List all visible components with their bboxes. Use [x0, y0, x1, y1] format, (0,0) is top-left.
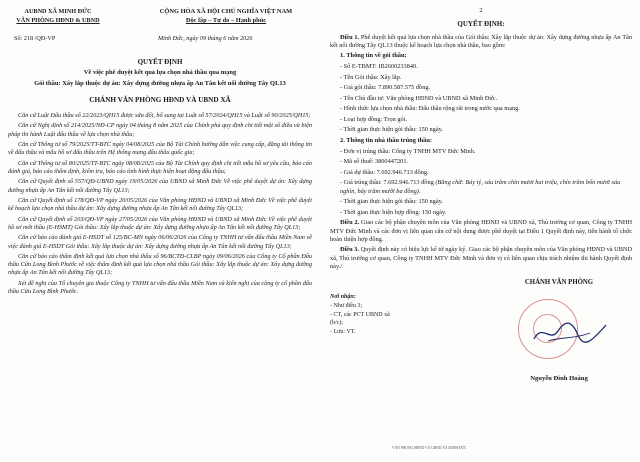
- decision-subject-line-1: Về việc phê duyệt kết quả lựa chọn nhà thầu qua mạng: [83, 69, 237, 77]
- recipients-list: [330, 293, 390, 336]
- article-2: [330, 219, 632, 244]
- recipient-item: - CT, các PCT UBND xã: [330, 311, 390, 318]
- signer-title: CHÁNH VĂN PHÒNG: [524, 279, 594, 287]
- issuing-authority: CHÁNH VĂN PHÒNG HĐND VÀ UBND XÃ: [89, 96, 231, 105]
- article-1-text: Phê duyệt kết quả lựa chọn nhà thầu của Gói thầu: Xây lắp thuộc dự án: Xây dựng đường nhựa ấp An Tân kết nối đường Tây QL13 thuộc kế hoạch lựa chọn nhà thầu, bao gồm:: [330, 33, 632, 49]
- legal-basis-item: Căn cứ Luật Đấu thầu số 22/2023/QH15 được sửa đổi, bổ sung tại Luật số 57/2024/QH15 và Luật số 90/2025/QH15;: [18, 111, 311, 119]
- package-info-item: - Thời gian thực hiện gói thầu: 150 ngày.: [340, 126, 443, 134]
- document-header: [8, 0, 312, 54]
- recipients-title: Nơi nhận:: [330, 294, 356, 301]
- legal-basis-item: Xét đề nghị của Tổ chuyên gia thuộc Công ty TNHH tư vấn đấu thầu Miền Nam và kiến nghị của công ty cổ phần đấu thầu Cửu Long Bình Phước.: [8, 279, 312, 296]
- place-and-date: Minh Đức, ngày 09 tháng 6 năm 2026: [158, 35, 253, 42]
- article-1: [330, 34, 632, 51]
- section-1-title: 1. Thông tin về gói thầu:: [340, 52, 407, 60]
- document-number: Số: 218 /QĐ-VP: [14, 35, 56, 42]
- legal-basis-item: Căn cứ Quyết định số 203/QĐ-VP ngày 27/05/2026 của Văn phòng HĐND và UBND xã Minh Đức Về việc phê duyệt hồ sơ mời thầu (E-HSMT) Gói thầu: Xây lắp thuộc dự án: Xây dựng đường nhựa ấp An Tân kết nối đường Tây QL13;: [8, 215, 312, 231]
- section-2-title: 2. Thông tin nhà thầu trúng thầu:: [340, 137, 433, 145]
- nation-name: CỘNG HÒA XÃ HỘI CHỦ NGHĨA VIỆT NAM: [159, 8, 293, 15]
- legal-basis-item: Căn cứ báo cáo đánh giá E-HSDT số 125/BC-MN ngày 06/06/2026 của Công ty TNHH tư vấn đấu thầu Miền Nam về việc đánh giá E-HSDT Gói thầu: Xây lắp thuộc dự án: Xây dựng đường nhựa ấp An Tân kết nối đường Tây QL13;: [8, 234, 312, 250]
- legal-basis-item: Căn cứ báo cáo thẩm định kết quả lựa chọn nhà thầu số 96/BCTĐ-CLBP ngày 09/06/2026 của Công ty Cổ phần Đấu thầu Cửu Long Bình Phước về việc thẩm định kết quả lựa chọn nhà thầu Gói thầu: Xây lắp thuộc dự án: Xây dựng đường nhựa ấp An Tân kết nối đường Tây QL13;: [8, 253, 312, 277]
- legal-basis-item: Căn cứ Thông tư số 80/2025/TT-BTC ngày 08/08/2025 của Bộ Tài Chính quy định chi tiết mẫu hồ sơ yêu cầu, báo cáo đánh giá, báo cáo thẩm định, kiểm tra, báo cáo tình hình thực hiện hoạt động đấu thầu;: [8, 159, 312, 175]
- package-info-item: - Hình thức lựa chọn nhà thầu: Đấu thầu rộng rãi trong nước qua mạng.: [340, 105, 520, 113]
- national-heading: [138, 8, 314, 26]
- winning-price-label: - Giá trúng thầu: 7.692.946.713 đồng: [340, 179, 434, 187]
- contractor-info-item: - Giá dự thầu: 7.692.946.713 đồng.: [340, 168, 429, 176]
- article-3-label: Điều 3.: [340, 246, 359, 254]
- winning-price-in-words: (Bằng chữ: Bảy tỷ, sáu trăm chín mươi hai triệu, chín trăm bốn mươi sáu nghìn, bảy trăm mười ba đồng).: [340, 179, 621, 195]
- contractor-info-item: - Đơn vị trúng thầu: Công ty TNHH MTV Đức Minh.: [340, 147, 476, 155]
- agency-line-1: AUBND XÃ MINH ĐỨC: [24, 8, 92, 15]
- page-two: [330, 0, 632, 409]
- legal-basis-item: Căn cứ Thông tư số 79/2025/TT-BTC ngày 04/08/2025 của Bộ Tài Chính hướng dẫn việc cung cấp, đăng tải thông tin về đấu thầu và mẫu hồ sơ đấu thầu trên Hệ thống mạng đấu thầu quốc gia;: [8, 141, 312, 157]
- legal-basis-list: [8, 112, 312, 296]
- page-one: [8, 0, 312, 299]
- package-info-item: - Tên Gói thầu: Xây lắp.: [340, 73, 402, 81]
- legal-basis-item: Căn cứ Nghị định số 214/2025/NĐ-CP ngày 04 tháng 8 năm 2025 của Chính phủ quy định chi tiết một số điều và biện pháp thi hành Luật đấu thầu về lựa chọn nhà thầu;: [8, 122, 312, 138]
- contractor-info-item: - Mã số thuế: 3800447201.: [340, 158, 409, 166]
- contractor-info-item: - Thời gian thực hiện gói thầu: 150 ngày.: [340, 198, 443, 206]
- recipient-item: - Lưu: VT.: [330, 329, 356, 336]
- package-info-item: - Loại hợp đồng: Trọn gói.: [340, 115, 408, 123]
- issuing-agency: [10, 8, 106, 25]
- signer-name: Nguyễn Đình Hoàng: [530, 375, 588, 383]
- article-2-label: Điều 2.: [340, 219, 360, 227]
- footer-stamp-text: VĂN PHÒNG HĐND VÀ UBND XÃ MINH ĐỨC: [392, 446, 467, 450]
- national-motto: Độc lập – Tự do – Hạnh phúc: [185, 16, 267, 24]
- handwritten-signature-icon: [530, 317, 610, 347]
- page-number: 2: [479, 7, 483, 14]
- package-info-item: - Số E-TBMT: IB2600233840.: [340, 62, 418, 70]
- signature-block: [330, 279, 632, 409]
- recipient-item: - Như điều 3;: [330, 303, 363, 310]
- article-1-label: Điều 1.: [340, 33, 360, 41]
- decision-title: QUYẾT ĐỊNH: [137, 58, 183, 66]
- package-info-item: - Tên Chủ đầu tư: Văn phòng HĐND và UBND xã Minh Đức.: [340, 94, 498, 102]
- article-2-text: Giao các bộ phận chuyên môn của Văn phòng HĐND và UBND xã, Thủ trưởng cơ quan, Công ty TNHH MTV Đức Minh và các đơn vị liên quan căn cứ nội dung được phê duyệt tại Điều 1 Quyết định này, tiến hành tổ chức hoàn thiện hợp đồng.: [330, 219, 632, 243]
- recipient-item: (b/c);: [330, 320, 343, 327]
- winning-price-item: [340, 179, 632, 196]
- article-3-text: Quyết định này có hiệu lực kể từ ngày ký. Giao các bộ phận chuyên môn của Văn phòng HĐND và UBND xã, Thủ trưởng cơ quan, Công ty TNHH MTV Đức Minh và đơn vị có liên quan chịu trách nhiệm thi hành Quyết định này./.: [330, 246, 632, 271]
- decision-subject-line-2: Gói thầu: Xây lắp thuộc dự án: Xây dựng đường nhựa ấp An Tân kết nối đường Tây QL13: [34, 79, 286, 87]
- article-3: [330, 246, 632, 271]
- legal-basis-item: Căn cứ Quyết định số 557/QĐ-UBND ngày 19/05/2026 của UBND xã Minh Đức Về việc phê duyệt dự án: Xây dựng đường nhựa ấp An Tân kết nối đường Tây QL13;: [8, 178, 312, 194]
- agency-line-2: VĂN PHÒNG HĐND & UBND: [16, 16, 100, 24]
- contractor-info-item: - Thời gian thực hiện hợp đồng: 150 ngày.: [340, 208, 447, 216]
- decides-heading: QUYẾT ĐỊNH:: [457, 20, 505, 29]
- legal-basis-item: Căn cứ Quyết định số 178/QĐ-VP ngày 20/05/2026 của Văn phòng HĐND và UBND xã Minh Đức Về việc phê duyệt kế hoạch lựa chọn nhà thầu dự án: Xây dựng đường nhựa ấp An Tân kết nối đường Tây QL13;: [8, 197, 312, 213]
- package-info-item: - Giá gói thầu: 7.890.587.575 đồng.: [340, 84, 431, 92]
